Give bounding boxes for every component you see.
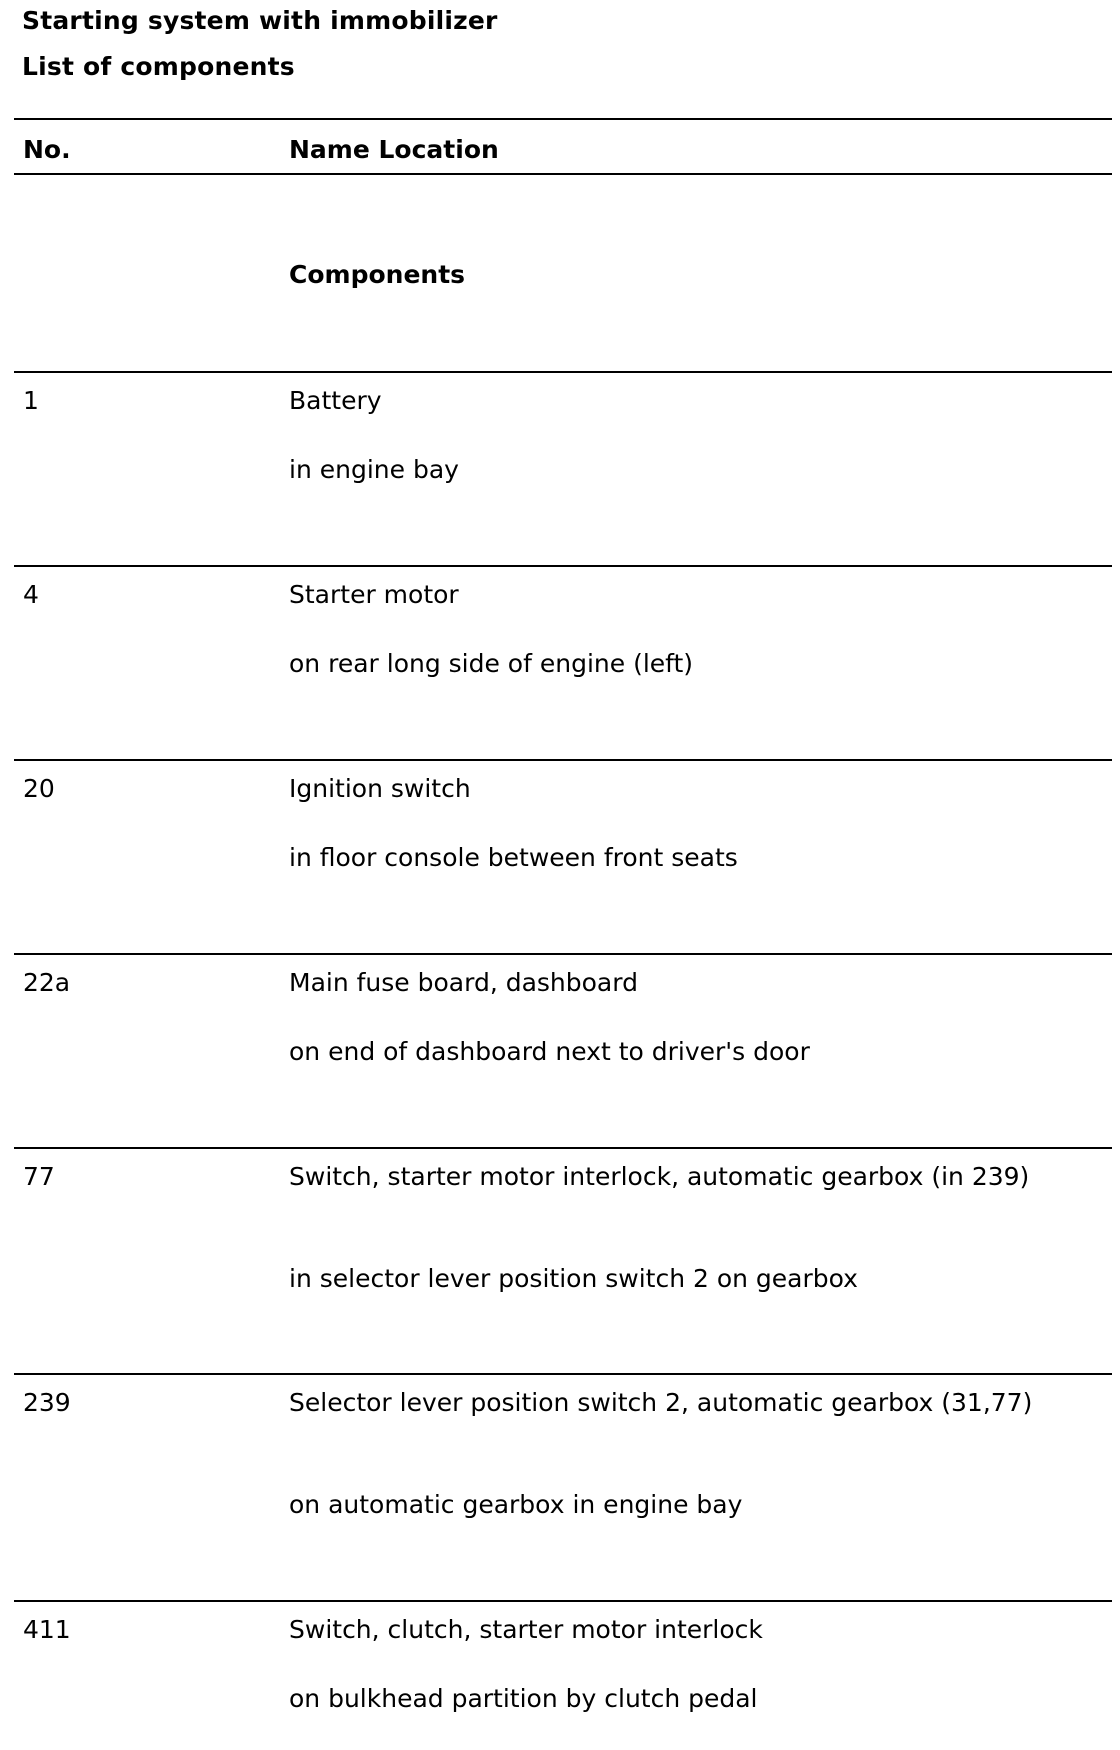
row-location: on bulkhead partition by clutch pedal	[289, 1684, 758, 1713]
row-rule	[14, 759, 1112, 761]
row-number: 1	[23, 386, 39, 415]
row-number: 22a	[23, 968, 71, 997]
row-name: Switch, starter motor interlock, automatic gearbox (in 239)	[289, 1162, 1030, 1191]
header-name-location: Name Location	[289, 135, 499, 164]
row-name: Switch, clutch, starter motor interlock	[289, 1615, 763, 1644]
document-title: Starting system with immobilizer	[22, 6, 498, 35]
row-rule	[14, 565, 1112, 567]
section-heading: Components	[289, 260, 466, 289]
row-number: 20	[23, 774, 55, 803]
row-location: on automatic gearbox in engine bay	[289, 1490, 743, 1519]
row-rule	[14, 371, 1112, 373]
row-location: in selector lever position switch 2 on gearbox	[289, 1264, 858, 1293]
row-name: Selector lever position switch 2, automatic gearbox (31,77)	[289, 1388, 1033, 1417]
row-name: Battery	[289, 386, 382, 415]
row-rule	[14, 1600, 1112, 1602]
row-rule	[14, 953, 1112, 955]
table-top-rule	[14, 118, 1112, 120]
row-rule	[14, 1373, 1112, 1375]
row-location: in floor console between front seats	[289, 843, 738, 872]
document-subtitle: List of components	[22, 52, 295, 81]
row-number: 77	[23, 1162, 55, 1191]
row-name: Main fuse board, dashboard	[289, 968, 638, 997]
row-name: Starter motor	[289, 580, 459, 609]
row-number: 4	[23, 580, 39, 609]
row-name: Ignition switch	[289, 774, 471, 803]
row-location: on rear long side of engine (left)	[289, 649, 694, 678]
row-location: on end of dashboard next to driver's door	[289, 1037, 810, 1066]
row-number: 239	[23, 1388, 71, 1417]
header-bottom-rule	[14, 173, 1112, 175]
row-number: 411	[23, 1615, 71, 1644]
header-no: No.	[23, 135, 71, 164]
row-rule	[14, 1147, 1112, 1149]
row-location: in engine bay	[289, 455, 459, 484]
